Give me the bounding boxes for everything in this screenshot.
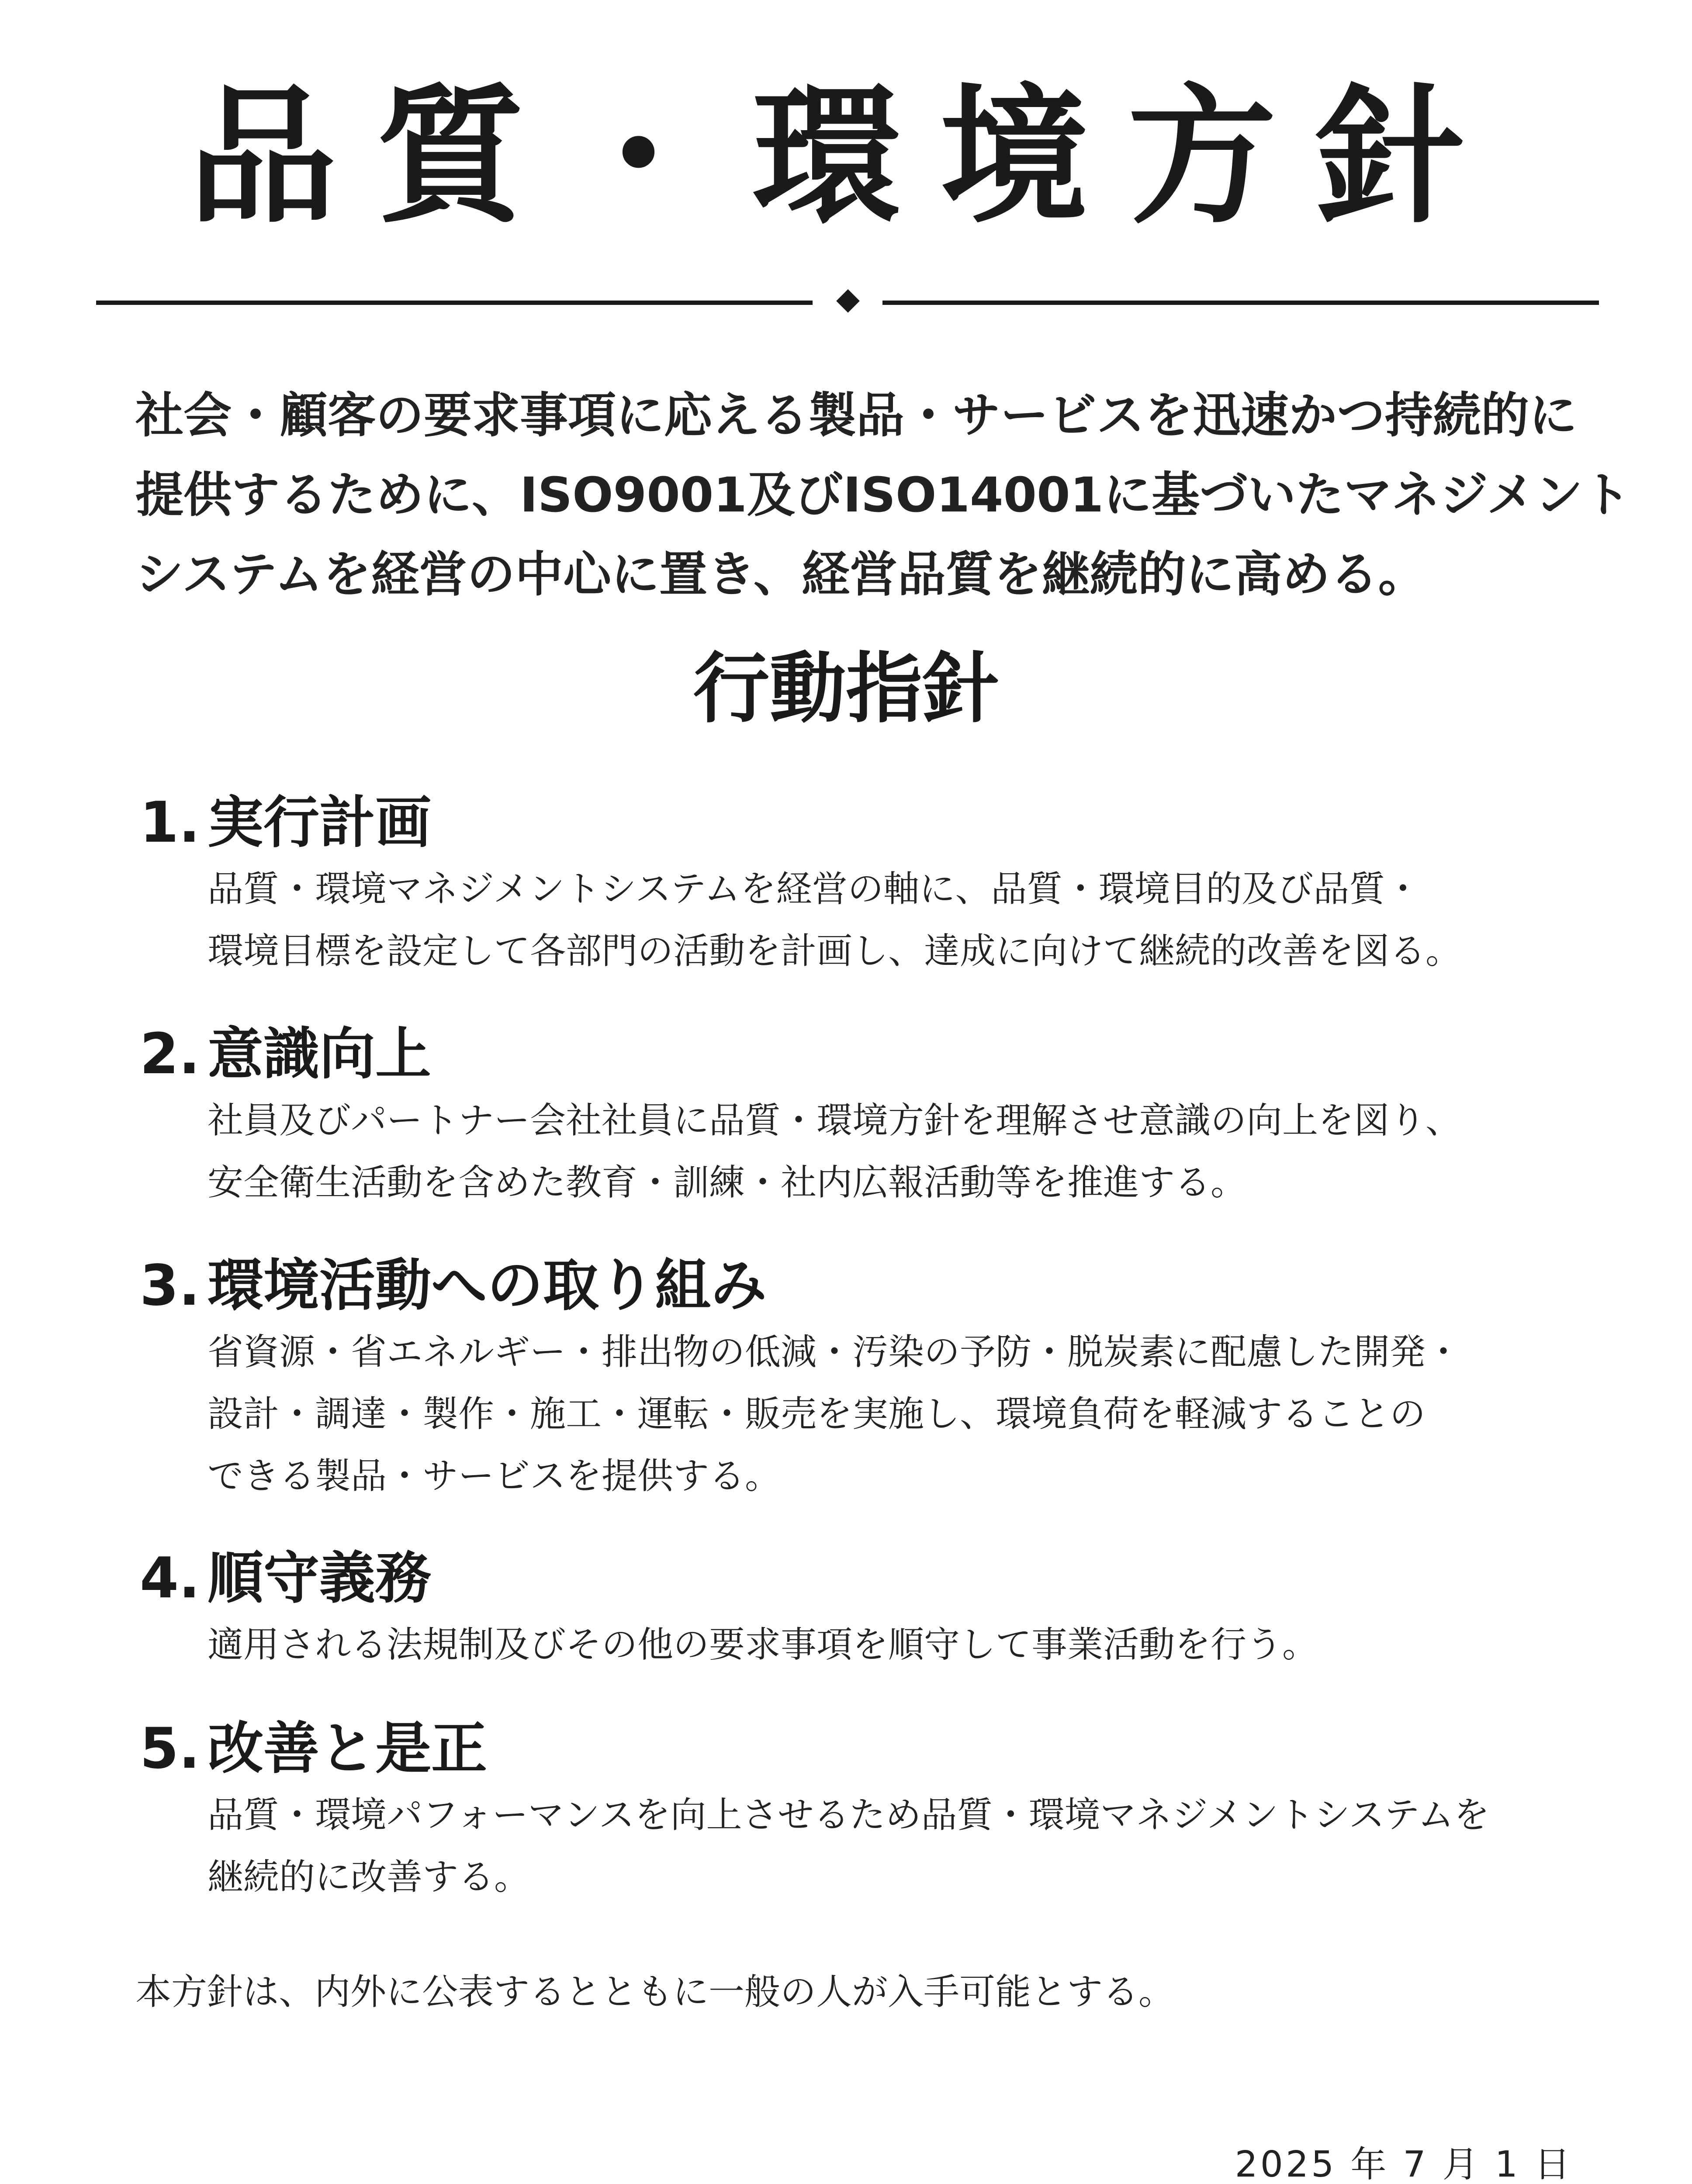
item-number: 3.: [140, 1253, 200, 1318]
item-number: 4.: [140, 1546, 200, 1611]
item-body-4: [208, 1614, 1318, 1676]
item-number: 2.: [140, 1022, 200, 1087]
item-body-5: [208, 1784, 1490, 1908]
item-title-text: 実行計画: [208, 790, 432, 855]
item-title-2: [140, 1022, 432, 1087]
item-body-1: [208, 858, 1461, 982]
item-line: できる製品・サービスを提供する。: [208, 1455, 781, 1497]
item-line: 品質・環境マネジメントシステムを経営の軸に、品質・環境目的及び品質・: [208, 868, 1421, 910]
section-heading: 行動指針: [693, 645, 999, 733]
item-line: 省資源・省エネルギー・排出物の低減・汚染の予防・脱炭素に配慮した開発・: [208, 1331, 1462, 1373]
item-line: 安全衛生活動を含めた教育・訓練・社内広報活動等を推進する。: [208, 1162, 1247, 1203]
item-title-text: 意識向上: [208, 1022, 432, 1087]
intro-line: 社会・顧客の要求事項に応える製品・サービスを迅速かつ持続的に: [135, 387, 1577, 443]
divider-diamond-icon: [836, 289, 860, 313]
item-line: 適用される法規制及びその他の要求事項を順守して事業活動を行う。: [208, 1624, 1318, 1666]
item-title-text: 改善と是正: [208, 1716, 488, 1781]
intro-line: 提供するために、ISO9001及びISO14001に基づいたマネジメント: [135, 467, 1631, 523]
intro-line: システムを経営の中心に置き、経営品質を継続的に高める。: [135, 546, 1426, 602]
item-title-3: [140, 1253, 767, 1318]
item-line: 社員及びパートナー会社社員に品質・環境方針を理解させ意識の向上を図り、: [208, 1100, 1462, 1141]
item-title-text: 環境活動への取り組み: [208, 1253, 767, 1318]
item-body-2: [208, 1090, 1461, 1214]
issue-date: 2025 年 7 月 1 日: [1235, 2144, 1573, 2184]
item-title-5: [140, 1716, 488, 1781]
item-number: 5.: [140, 1716, 200, 1781]
item-body-3: [208, 1321, 1461, 1507]
item-title-1: [140, 790, 432, 855]
item-title-text: 順守義務: [208, 1546, 432, 1611]
item-line: 継続的に改善する。: [208, 1856, 530, 1898]
item-line: 設計・調達・製作・施工・運転・販売を実施し、環境負荷を軽減することの: [208, 1393, 1426, 1435]
closing-statement: 本方針は、内外に公表するとともに一般の人が入手可能とする。: [135, 1971, 1175, 2013]
item-line: 品質・環境パフォーマンスを向上させるため品質・環境マネジメントシステムを: [208, 1794, 1490, 1836]
item-title-4: [140, 1546, 432, 1611]
page-title: 品質・環境方針: [188, 71, 1504, 244]
intro-paragraph: [135, 376, 1631, 614]
item-number: 1.: [140, 790, 200, 855]
title-divider-right: [882, 301, 1599, 305]
item-line: 環境目標を設定して各部門の活動を計画し、達成に向けて継続的改善を図る。: [208, 930, 1462, 972]
title-divider-left: [96, 301, 813, 305]
